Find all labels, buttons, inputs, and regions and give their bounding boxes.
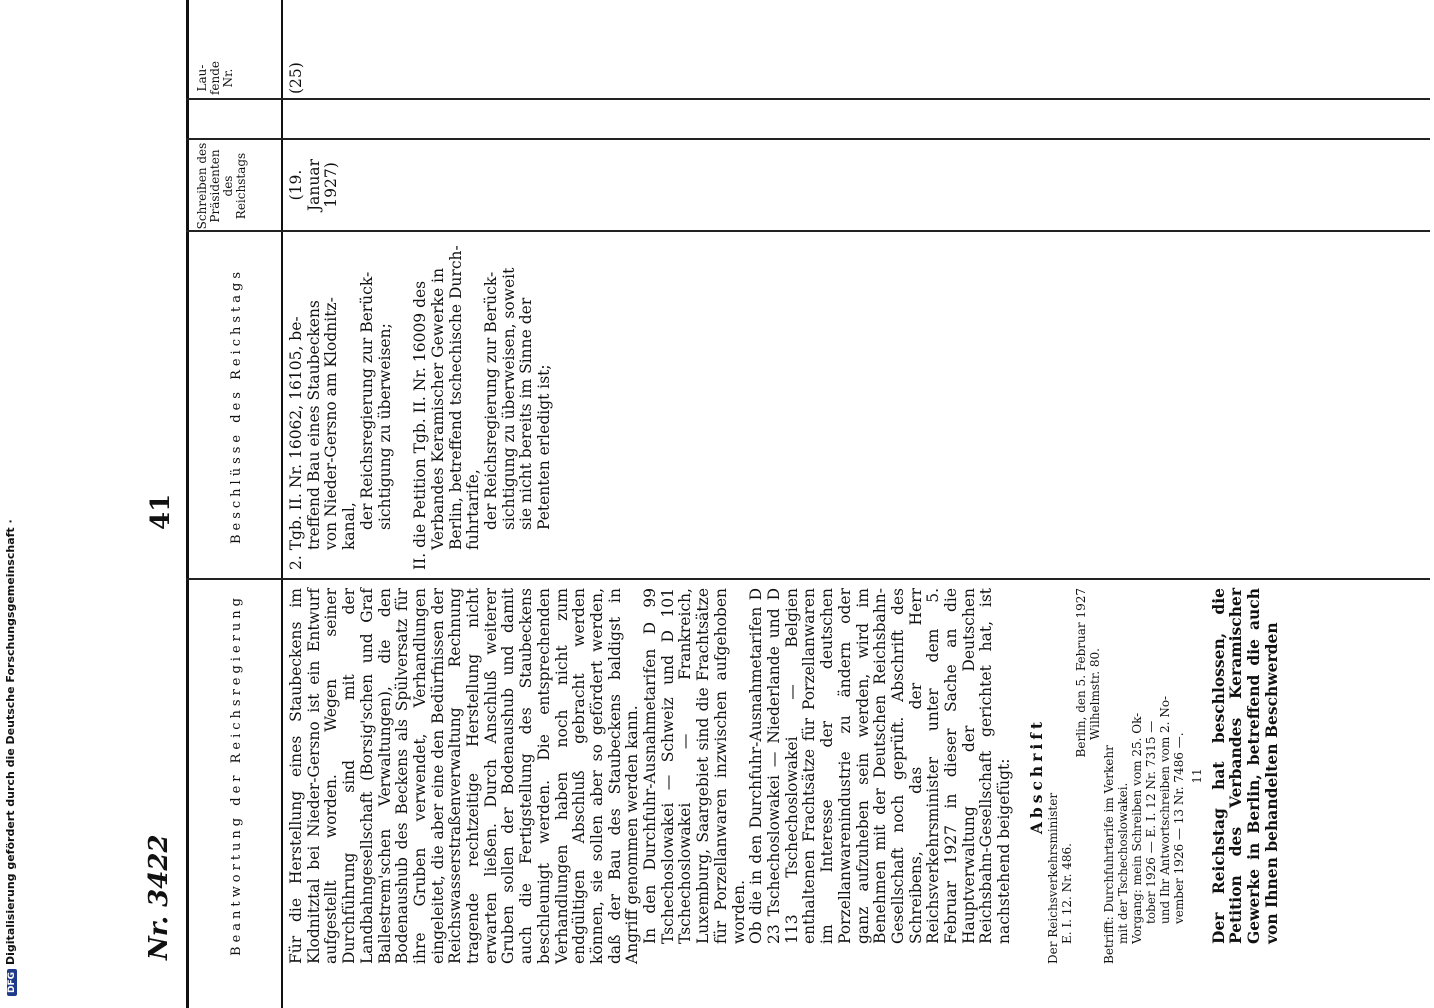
text-line: Verbandes Keramischer Gewerke in: [428, 267, 447, 550]
text-line: von Nieder-Gersno am Klodnitz-: [322, 297, 341, 550]
text-line: sie nicht bereits im Sinne der: [517, 297, 536, 530]
text-line: Berlin, betreffend tschechische Durch-: [446, 245, 465, 550]
page-number: 41: [146, 493, 176, 530]
vorgang-line: und Ihr Antwortschreiben vom 2. No-: [1157, 695, 1172, 924]
answer-paragraph: Der Reichstag hat beschlossen, die Petition des Verbandes Keramischer Gewerke in Berlin, betreffend die auch von Ihnen behandelten Beschwerden: [1208, 588, 1281, 944]
table-header-rule: [281, 0, 283, 1008]
digitization-credit: [4, 6, 24, 996]
footer-number: 11: [1189, 768, 1204, 784]
col-header-lfd: Lau-fende Nr.: [195, 60, 235, 96]
col-header-beschluesse: Beschlüsse des Reichstags: [229, 267, 244, 545]
column-divider: [186, 99, 1430, 101]
betrifft-line: Betrifft: Durchfuhrtarife im Verkehr: [1101, 745, 1116, 964]
text-line: treffend Bau eines Staubeckens: [304, 300, 323, 550]
vorgang-line: Vorgang: mein Schreiben vom 25. Ok-: [1129, 712, 1144, 944]
beschluesse-text: [288, 240, 554, 570]
place-date-line: Berlin, den 5. Februar 1927: [1073, 588, 1088, 758]
text-line: kanal,: [340, 502, 359, 550]
text-line: der Reichsregierung zur Berück-: [482, 271, 501, 530]
text-line: der Reichsregierung zur Berück-: [357, 271, 376, 530]
vorgang-line: vember 1926 — 13 Nr. 7486 —.: [1171, 732, 1186, 924]
betrifft-line: mit der Tschechoslowakei.: [1115, 782, 1130, 944]
text-line: fuhrtarife,: [464, 469, 483, 550]
credit-text: Digitalisierung gefördert durch die Deutsche Forschungsgemeinschaft ·: [4, 519, 17, 965]
beantwortung-text: [288, 588, 1280, 964]
column-divider: [186, 231, 1430, 233]
rotated-page-content: [144, 0, 1430, 1000]
answer-paragraph: Ob die in den Durchfuhr-Ausnahmetarifen D 23 Tschechoslowakei — Niederlande und D 113 Tschechoslowakei — Belgien enthaltenen Frachtsätze für Porzellanwaren im Interesse der deutschen Porzellanwarenindustrie zu ändern oder ganz aufzuheben sein werden, wird im Benehmen mit der Deutschen Reichsbahn-Gesellschaft noch geprüft. Abschrift des Schreibens, das der Herr Reichsverkehrsminister unter dem 5. Februar 1927 in dieser Sache an die Hauptverwaltung der Deutschen Reichsbahn-Gesellschaft gerichtet hat, ist nachstehend beigefügt:: [747, 588, 1014, 944]
minister-line: Der Reichsverkehrsminister: [1045, 792, 1060, 964]
col-header-schreiben: Schreiben des Präsidenten des Reichstags: [195, 142, 248, 230]
document-number: Nr. 3422: [144, 834, 174, 960]
row-number: (25): [287, 62, 305, 94]
reference-line: E. I. 12. Nr. 486.: [1059, 843, 1074, 944]
col-header-beantwortung: Beantwortung der Reichsregierung: [229, 594, 244, 956]
answer-paragraph: Für die Herstellung eines Staubeckens im Klodnitztal bei Nieder-Gersno ist ein Entwurf aufgestellt worden. Wegen seiner Durchführung sind mit der Landbahngesellschaft (Borsig'schen und Graf Ballestrem'schen Verwaltungen), die den Bodenaushub des Beckens als Spülversatz für ihre Gruben verwendet, Verhandlungen eingeleitet, die aber eine den Bedürfnissen der Reichswasserstraßenverwaltung Rechnung tragende rechtzeitige Herstellung nicht erwarten ließen. Durch Anschluß weiterer Gruben sollen der Bodenaushub und damit auch die Fertigstellung des Staubeckens beschleunigt werden. Die entsprechenden Verhandlungen haben noch nicht zum endgültigen Abschluß gebracht werden können, sie sollen aber so gefördert werden, daß der Bau des Staubeckens baldigst in Angriff genommen werden kann.: [287, 588, 642, 964]
text-line: sichtigung zu überweisen, soweit: [499, 267, 518, 530]
text-line: II. die Petition Tgb. II. Nr. 16009 des: [411, 280, 430, 570]
dfg-logo: DFG: [7, 969, 17, 996]
abschrift-heading: Abschrift: [1026, 717, 1046, 835]
text-line: sichtigung zu überweisen;: [375, 323, 394, 530]
table-top-rule: [186, 0, 189, 1008]
street-line: Wilhelmstr. 80.: [1087, 648, 1102, 740]
vorgang-line: tober 1926 — E. I. 12 Nr. 7315 —: [1143, 720, 1158, 924]
answer-paragraph: In den Durchfuhr-Ausnahmetarifen D 99 Tschechoslowakei — Schweiz und D 101 Tschechoslowakei — Frankreich, Luxemburg, Saargebiet sind die Frachtsätze für Porzellanwaren inzwischen aufgehoben worden.: [641, 588, 748, 944]
row-date: (19. Januar 1927): [287, 158, 341, 212]
text-line: 2. Tgb. II. Nr. 16062, 16105, be-: [287, 316, 305, 570]
column-divider: [186, 139, 1430, 141]
column-divider: [186, 579, 1430, 581]
text-line: Petenten erledigt ist;: [535, 364, 554, 530]
